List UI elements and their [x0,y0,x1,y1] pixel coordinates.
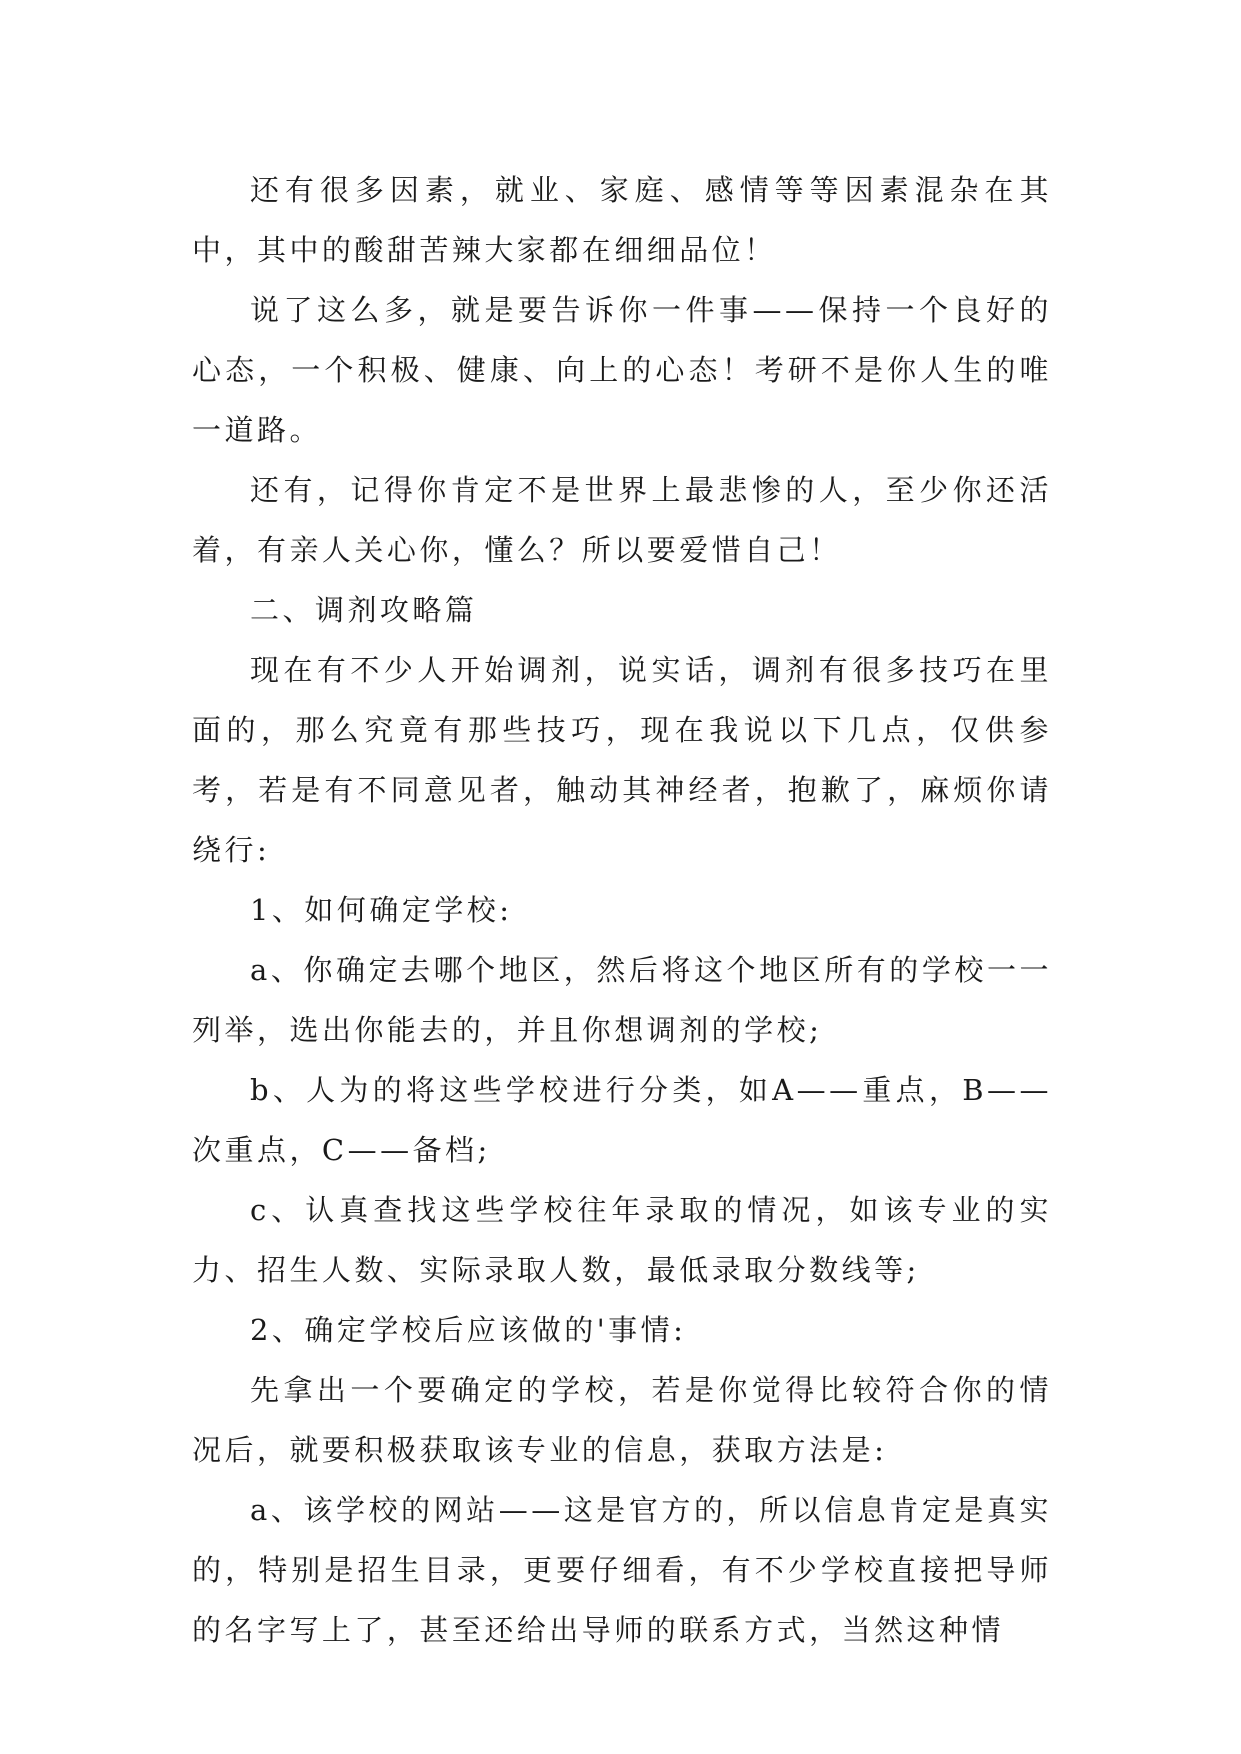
list-item-b-classify: b、人为的将这些学校进行分类，如A——重点，B——次重点，C——备档; [192,1073,1052,1167]
paragraph-mindset: 说了这么多，就是要告诉你一件事——保持一个良好的心态，一个积极、健康、向上的心态！考研不是你人生的唯一道路。 [192,293,1052,447]
paragraph-adjustment-intro: 现在有不少人开始调剂，说实话，调剂有很多技巧在里面的，那么究竟有那些技巧，现在我说以下几点，仅供参考，若是有不同意见者，触动其神经者，抱歉了，麻烦你请绕行: [192,653,1052,867]
paragraph-factors: 还有很多因素，就业、家庭、感情等等因素混杂在其中，其中的酸甜苦辣大家都在细细品位！ [192,173,1052,267]
list-item-a-region: a、你确定去哪个地区，然后将这个地区所有的学校一一列举，选出你能去的，并且你想调剂的学校; [192,953,1052,1047]
list-item-a-website: a、该学校的网站——这是官方的，所以信息肯定是真实的，特别是招生目录，更要仔细看，有不少学校直接把导师的名字写上了，甚至还给出导师的联系方式，当然这种情 [192,1493,1052,1647]
paragraph-get-info: 先拿出一个要确定的学校，若是你觉得比较符合你的情况后，就要积极获取该专业的信息，获取方法是: [192,1373,1052,1467]
list-heading-after-choosing: 2、确定学校后应该做的'事情: [250,1313,687,1347]
document-body [192,160,1052,1660]
list-heading-choose-school: 1、如何确定学校: [250,893,513,927]
section-heading-adjustment: 二、调剂攻略篇 [250,593,478,627]
paragraph-cherish-self: 还有，记得你肯定不是世界上最悲惨的人，至少你还活着，有亲人关心你，懂么？所以要爱惜自己！ [192,473,1052,567]
list-item-c-research: c、认真查找这些学校往年录取的情况，如该专业的实力、招生人数、实际录取人数，最低录取分数线等; [192,1193,1052,1287]
